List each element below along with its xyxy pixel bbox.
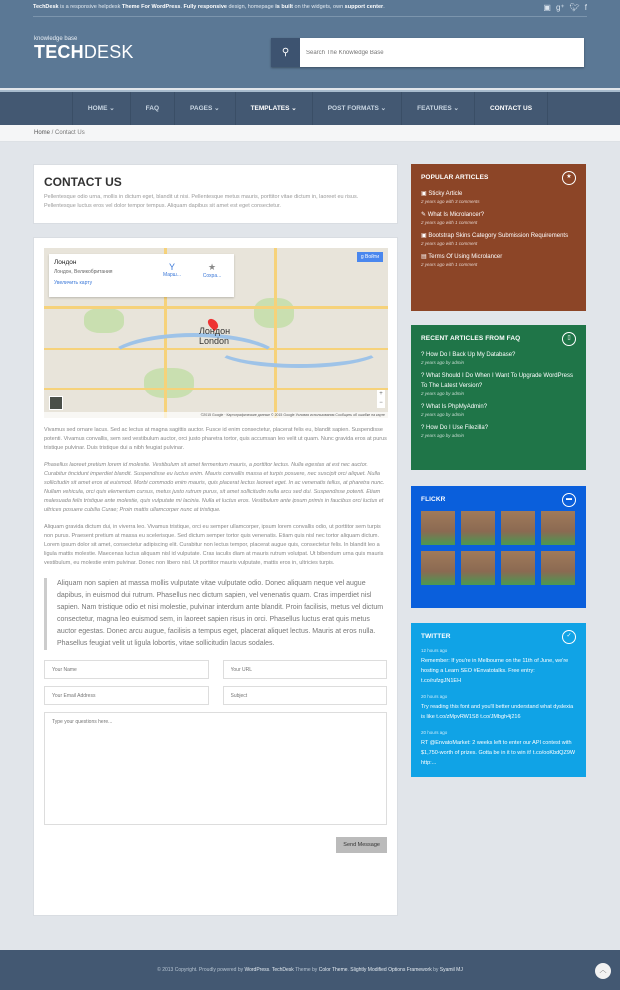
list-item[interactable] xyxy=(421,402,576,417)
flickr-photo[interactable] xyxy=(421,511,455,545)
document-icon: ▯ xyxy=(562,332,576,346)
film-icon: ▤ xyxy=(421,254,429,260)
flickr-photo[interactable] xyxy=(541,551,575,585)
tagline xyxy=(33,4,385,10)
map-zoom-control xyxy=(377,390,385,408)
google-map[interactable] xyxy=(44,248,388,418)
paragraph-2: Phasellus laoreet pretium lorem id molestie. Vestibulum sit amet fermentum mauris, a porttitor lectus. Nulla egestas at est nec auctor. Curabitur tincidunt imperdiet blandit. Suspendisse eu luctus enim. Mauris convallis massa et turpis posuere, nec suscipit orci aliquet. Nulla sollicitudin sit amet eros at euismod. Morbi commodo enim mauris, quis placerat lectus laoreet eget. In ac venenatis tellus, at pharetra nunc. Nullam vehicula, orci quis elementum cursus, metus justo rutrum purus, sit amet sollicitudin nulla arcu sed dui. Suspendisse potenti. Etiam malesuada felis tristique ante molestie, quis vulputate mi lacinia. Nulla et luctus eros. Vestibulum ante ipsum primis in faucibus orci luctus et ultrices posuere cubilia Curae; Proin mattis ullamcorper nunc at tristique. xyxy=(44,462,385,513)
back-to-top-button[interactable] xyxy=(595,963,611,979)
article-title[interactable]: What Is Microlancer? xyxy=(427,212,485,218)
search-input[interactable] xyxy=(300,38,584,67)
search-icon: ⚲ xyxy=(281,47,290,58)
list-item[interactable] xyxy=(421,210,576,225)
top-info-bar xyxy=(33,0,587,17)
faq-title[interactable]: What Is PhpMyAdmin? xyxy=(426,404,488,410)
contact-content-card xyxy=(33,237,398,916)
popular-articles-widget xyxy=(411,164,586,311)
text: . xyxy=(269,967,272,973)
link[interactable]: Color Theme xyxy=(318,967,348,973)
map-save-button[interactable] xyxy=(197,262,227,279)
faq-meta: 2 years ago by admin xyxy=(421,391,465,396)
article-title[interactable]: Terms Of Using Microlancer xyxy=(428,254,503,260)
map-signin-label: Войти xyxy=(365,254,379,260)
text: design, homepage xyxy=(226,4,276,10)
send-message-button[interactable]: Send Message xyxy=(336,837,387,853)
chevron-up-icon: ︿ xyxy=(599,967,607,974)
text: by xyxy=(431,967,440,973)
link[interactable]: Syamil MJ xyxy=(439,967,463,973)
question-icon: ? xyxy=(421,352,427,358)
nav-faq[interactable]: FAQ xyxy=(131,92,175,125)
link[interactable]: Slightly Modified Options Framework xyxy=(350,967,432,973)
paragraph-1: Vivamus sed ornare lacus. Sed ac lectus at magna sagittis auctor. Fusce id enim consectetur, placerat felis eu, blandit sapien. Suspendisse potenti. Vivamus convallis, sem sed vestibulum auctor, orci justo pharetra tortor, quis accumsan leo velit ut quam. Nunc gravida eros at purus tristique pulvinar. Duis tristique dui a nibh feugiat pulvinar. xyxy=(44,427,387,451)
map-info-box xyxy=(49,254,234,297)
map-label-en: London xyxy=(199,336,230,346)
page-title: CONTACT US xyxy=(44,175,122,189)
faq-meta: 2 years ago by admin xyxy=(421,433,465,438)
text: . xyxy=(383,4,385,10)
message-field[interactable] xyxy=(44,712,387,825)
text: . xyxy=(180,4,184,10)
widget-title: FLICKR xyxy=(421,496,446,503)
name-field[interactable] xyxy=(44,660,209,679)
main-nav xyxy=(0,90,620,125)
link[interactable]: Fully responsive xyxy=(183,4,227,10)
nav-features[interactable]: FEATURES ⌄ xyxy=(402,92,475,125)
list-item[interactable] xyxy=(421,423,576,438)
directions-icon: Y xyxy=(168,262,175,272)
list-item[interactable] xyxy=(421,231,576,246)
nav-contact-us[interactable]: CONTACT US xyxy=(475,92,548,125)
article-meta: 2 years ago with 3 comments xyxy=(421,199,480,204)
map-route-button[interactable] xyxy=(157,262,187,278)
map-enlarge-link[interactable]: Увеличить карту xyxy=(54,280,93,286)
nav-templates[interactable]: TEMPLATES ⌄ xyxy=(236,92,313,125)
zoom-out-button[interactable]: − xyxy=(379,400,383,406)
faq-title[interactable]: How Do I Use Filezilla? xyxy=(426,425,489,431)
article-meta: 2 years ago with 1 comment xyxy=(421,262,478,267)
question-icon: ? xyxy=(421,404,427,410)
list-item[interactable] xyxy=(421,371,576,396)
text: is a responsive helpdesk xyxy=(58,4,122,10)
map-city-label xyxy=(199,326,230,346)
map-signin-button[interactable] xyxy=(357,252,383,262)
map-place-name: Лондон xyxy=(54,259,77,266)
link[interactable]: TechDesk xyxy=(271,967,294,973)
facebook-icon[interactable]: f xyxy=(584,3,587,12)
logo-light: DESK xyxy=(83,42,134,62)
twitter-icon[interactable]: 🐦︎ xyxy=(569,3,580,12)
list-item[interactable] xyxy=(421,189,576,204)
star-icon: ★ xyxy=(207,262,217,272)
question-icon: ? xyxy=(421,425,427,431)
tweet-text[interactable]: RT @EnvatoMarket: 2 weeks left to enter our API contest with $1,750-worth of prizes. Gotta be in it to win it! t.co/ooKbdQZ9W http:... xyxy=(421,740,576,766)
page-intro: Pellentesque odio urna, mollis in dictum eget, blandit ut nisi. Pellentesque metus mauris, porttitor vitae dictum in, laoreet eu risus. Pellentesque luctus eros vel dolor tempor tempus. Aliquam dapibus sit amet est eget consectetur. xyxy=(44,194,359,209)
list-item[interactable] xyxy=(421,252,576,267)
breadcrumb-separator: / xyxy=(50,130,56,136)
star-icon: ★ xyxy=(562,171,576,185)
nav-post-formats[interactable]: POST FORMATS ⌄ xyxy=(313,92,402,125)
list-item[interactable] xyxy=(421,350,576,365)
faq-meta: 2 years ago by admin xyxy=(421,360,465,365)
logo-tagline: knowledge base xyxy=(34,36,78,42)
map-attribution: ©2015 Google · Картографические данные © 2015 Google Условия использования Сообщить об ошибке на карте xyxy=(44,412,388,418)
link[interactable]: Theme For WordPress xyxy=(121,4,181,10)
zoom-in-button[interactable]: + xyxy=(379,391,383,397)
breadcrumb-current: Contact Us xyxy=(55,130,85,136)
text: . xyxy=(347,967,351,973)
tweet xyxy=(421,648,576,686)
satellite-toggle[interactable] xyxy=(49,396,63,410)
text: on the widgets, own xyxy=(293,4,345,10)
social-links xyxy=(538,0,587,15)
pencil-icon: ✎ xyxy=(421,212,428,218)
link[interactable]: WordPress xyxy=(244,967,270,973)
map-place-address: Лондон, Великобритания xyxy=(54,269,113,275)
twitter-icon: ✓ xyxy=(562,630,576,644)
tweet-time: 20 hours ago xyxy=(421,694,448,699)
footer xyxy=(0,950,620,990)
flickr-icon: ▬ xyxy=(562,493,576,507)
faq-meta: 2 years ago by admin xyxy=(421,412,465,417)
link[interactable]: is built xyxy=(275,4,293,10)
logo-bold: TECH xyxy=(34,42,84,62)
recent-faq-widget xyxy=(411,325,586,470)
tweet-time: 12 hours ago xyxy=(421,648,448,653)
flickr-photo[interactable] xyxy=(541,511,575,545)
twitter-widget xyxy=(411,623,586,777)
faq-title[interactable]: How Do I Back Up My Database? xyxy=(426,352,516,358)
subject-field[interactable] xyxy=(223,686,388,705)
flickr-photo[interactable] xyxy=(461,511,495,545)
article-meta: 2 years ago with 1 comment xyxy=(421,241,478,246)
question-icon: ? xyxy=(421,373,427,379)
nav-home[interactable]: HOME ⌄ xyxy=(73,92,131,125)
flickr-photo[interactable] xyxy=(501,551,535,585)
breadcrumb-home[interactable]: Home xyxy=(34,130,51,136)
widget-title: POPULAR ARTICLES xyxy=(421,174,489,181)
tweet-text[interactable]: Remember: If you're in Melbourne on the 11th of June, we're hosting a Learn SEO #Envatotalks. Free entry: t.co/rufzgJN1EH xyxy=(421,658,569,684)
flickr-widget xyxy=(411,486,586,608)
google-plus-icon[interactable]: g⁺ xyxy=(555,3,565,12)
email-field[interactable] xyxy=(44,686,209,705)
flickr-photo[interactable] xyxy=(461,551,495,585)
tweet xyxy=(421,730,576,768)
breadcrumb xyxy=(0,125,620,142)
text: © 2013 Copyright. Proudly powered by xyxy=(157,967,245,973)
tweet xyxy=(421,694,576,722)
contact-form xyxy=(44,660,387,848)
tweet-time: 20 hours ago xyxy=(421,730,448,735)
flickr-gallery xyxy=(421,511,576,585)
header xyxy=(0,0,620,88)
image-icon: ▣ xyxy=(421,191,429,197)
link[interactable]: TechDesk xyxy=(33,4,59,10)
flickr-photo[interactable] xyxy=(421,551,455,585)
widget-title: RECENT ARTICLES FROM FAQ xyxy=(421,335,521,342)
nav-pages[interactable]: PAGES ⌄ xyxy=(175,92,236,125)
search-button[interactable] xyxy=(271,38,300,67)
map-label-ru: Лондон xyxy=(199,326,231,336)
google-plus-icon: g xyxy=(360,254,365,260)
flickr-photo[interactable] xyxy=(501,511,535,545)
flickr-icon[interactable]: ▣ xyxy=(543,3,551,12)
article-title[interactable]: Sticky Article xyxy=(428,191,463,197)
link[interactable]: support center xyxy=(344,4,384,10)
tweet-text[interactable]: Try reading this font and you'll better understand what dyslexia is like t.co/zMpvRW1S8 t.co/JMbgh4j216 xyxy=(421,704,574,720)
paragraph-3: Aliquam gravida dictum dui, in viverra leo. Vivamus tristique, orci eu semper ullamcorper, ipsum lorem convallis odio, ut porttitor sem turpis non purus. Praesent pretium at massa eu scelerisque. Sed dictum semper tortor quis venenatis. Etiam quis nisl nec tortor aliquam dictum. Lorem ipsum dolor sit amet, consectetur adipiscing elit. Curabitur non lectus tempor, placerat augue quis, consectetur felis. In blandit leo a ligula mattis molestie. Maecenas luctus aliquam nisl id vulputate. Cras iaculis diam at mauris rutrum volutpat. Ut bibendum urna quis mauris vestibulum, eu molestie enim pulvinar. Donec non libero nisl. Ut porttitor mauris vulputate, mattis eros in, ultricies turpis. xyxy=(44,524,384,566)
image-icon: ▣ xyxy=(421,233,429,239)
search-bar xyxy=(271,38,584,67)
footer-credits xyxy=(157,967,463,973)
map-route-label: Марш... xyxy=(163,272,181,278)
map-save-label: Сохра... xyxy=(202,273,222,279)
faq-title[interactable]: What Should I Do When I Want To Upgrade WordPress To The Latest Version? xyxy=(421,373,573,389)
widget-title: TWITTER xyxy=(421,633,451,640)
page-header-card xyxy=(33,164,398,224)
blockquote: Aliquam non sapien at massa mollis vulputate vitae vulputate odio. Donec aliquam neque vel augue dapibus, in euismod dui rutrum. Phasellus nec dictum sapien, vel venenatis quam. Cras imperdiet nisl sapien. Nam tristique odio et nisi molestie, pulvinar interdum ante blandit. Proin facilisis, metus vel dictum consectetur, magna leo euismod sem, in laoreet sapien risus in orci. Phasellus luctus erat quis metus auctor egestas. Donec arcu augue, facilisis a tempus eget, placerat aliquet lectus. Mauris at eros nulla. Phasellus feugiat velit ut ligula lobortis, vitae sollicitudin lacus sodales. xyxy=(44,578,387,650)
site-logo[interactable] xyxy=(34,36,134,63)
article-title[interactable]: Bootstrap Skins Category Submission Requirements xyxy=(428,233,569,239)
url-field[interactable] xyxy=(223,660,388,679)
article-meta: 2 years ago with 1 comment xyxy=(421,220,478,225)
text: Theme by xyxy=(293,967,319,973)
